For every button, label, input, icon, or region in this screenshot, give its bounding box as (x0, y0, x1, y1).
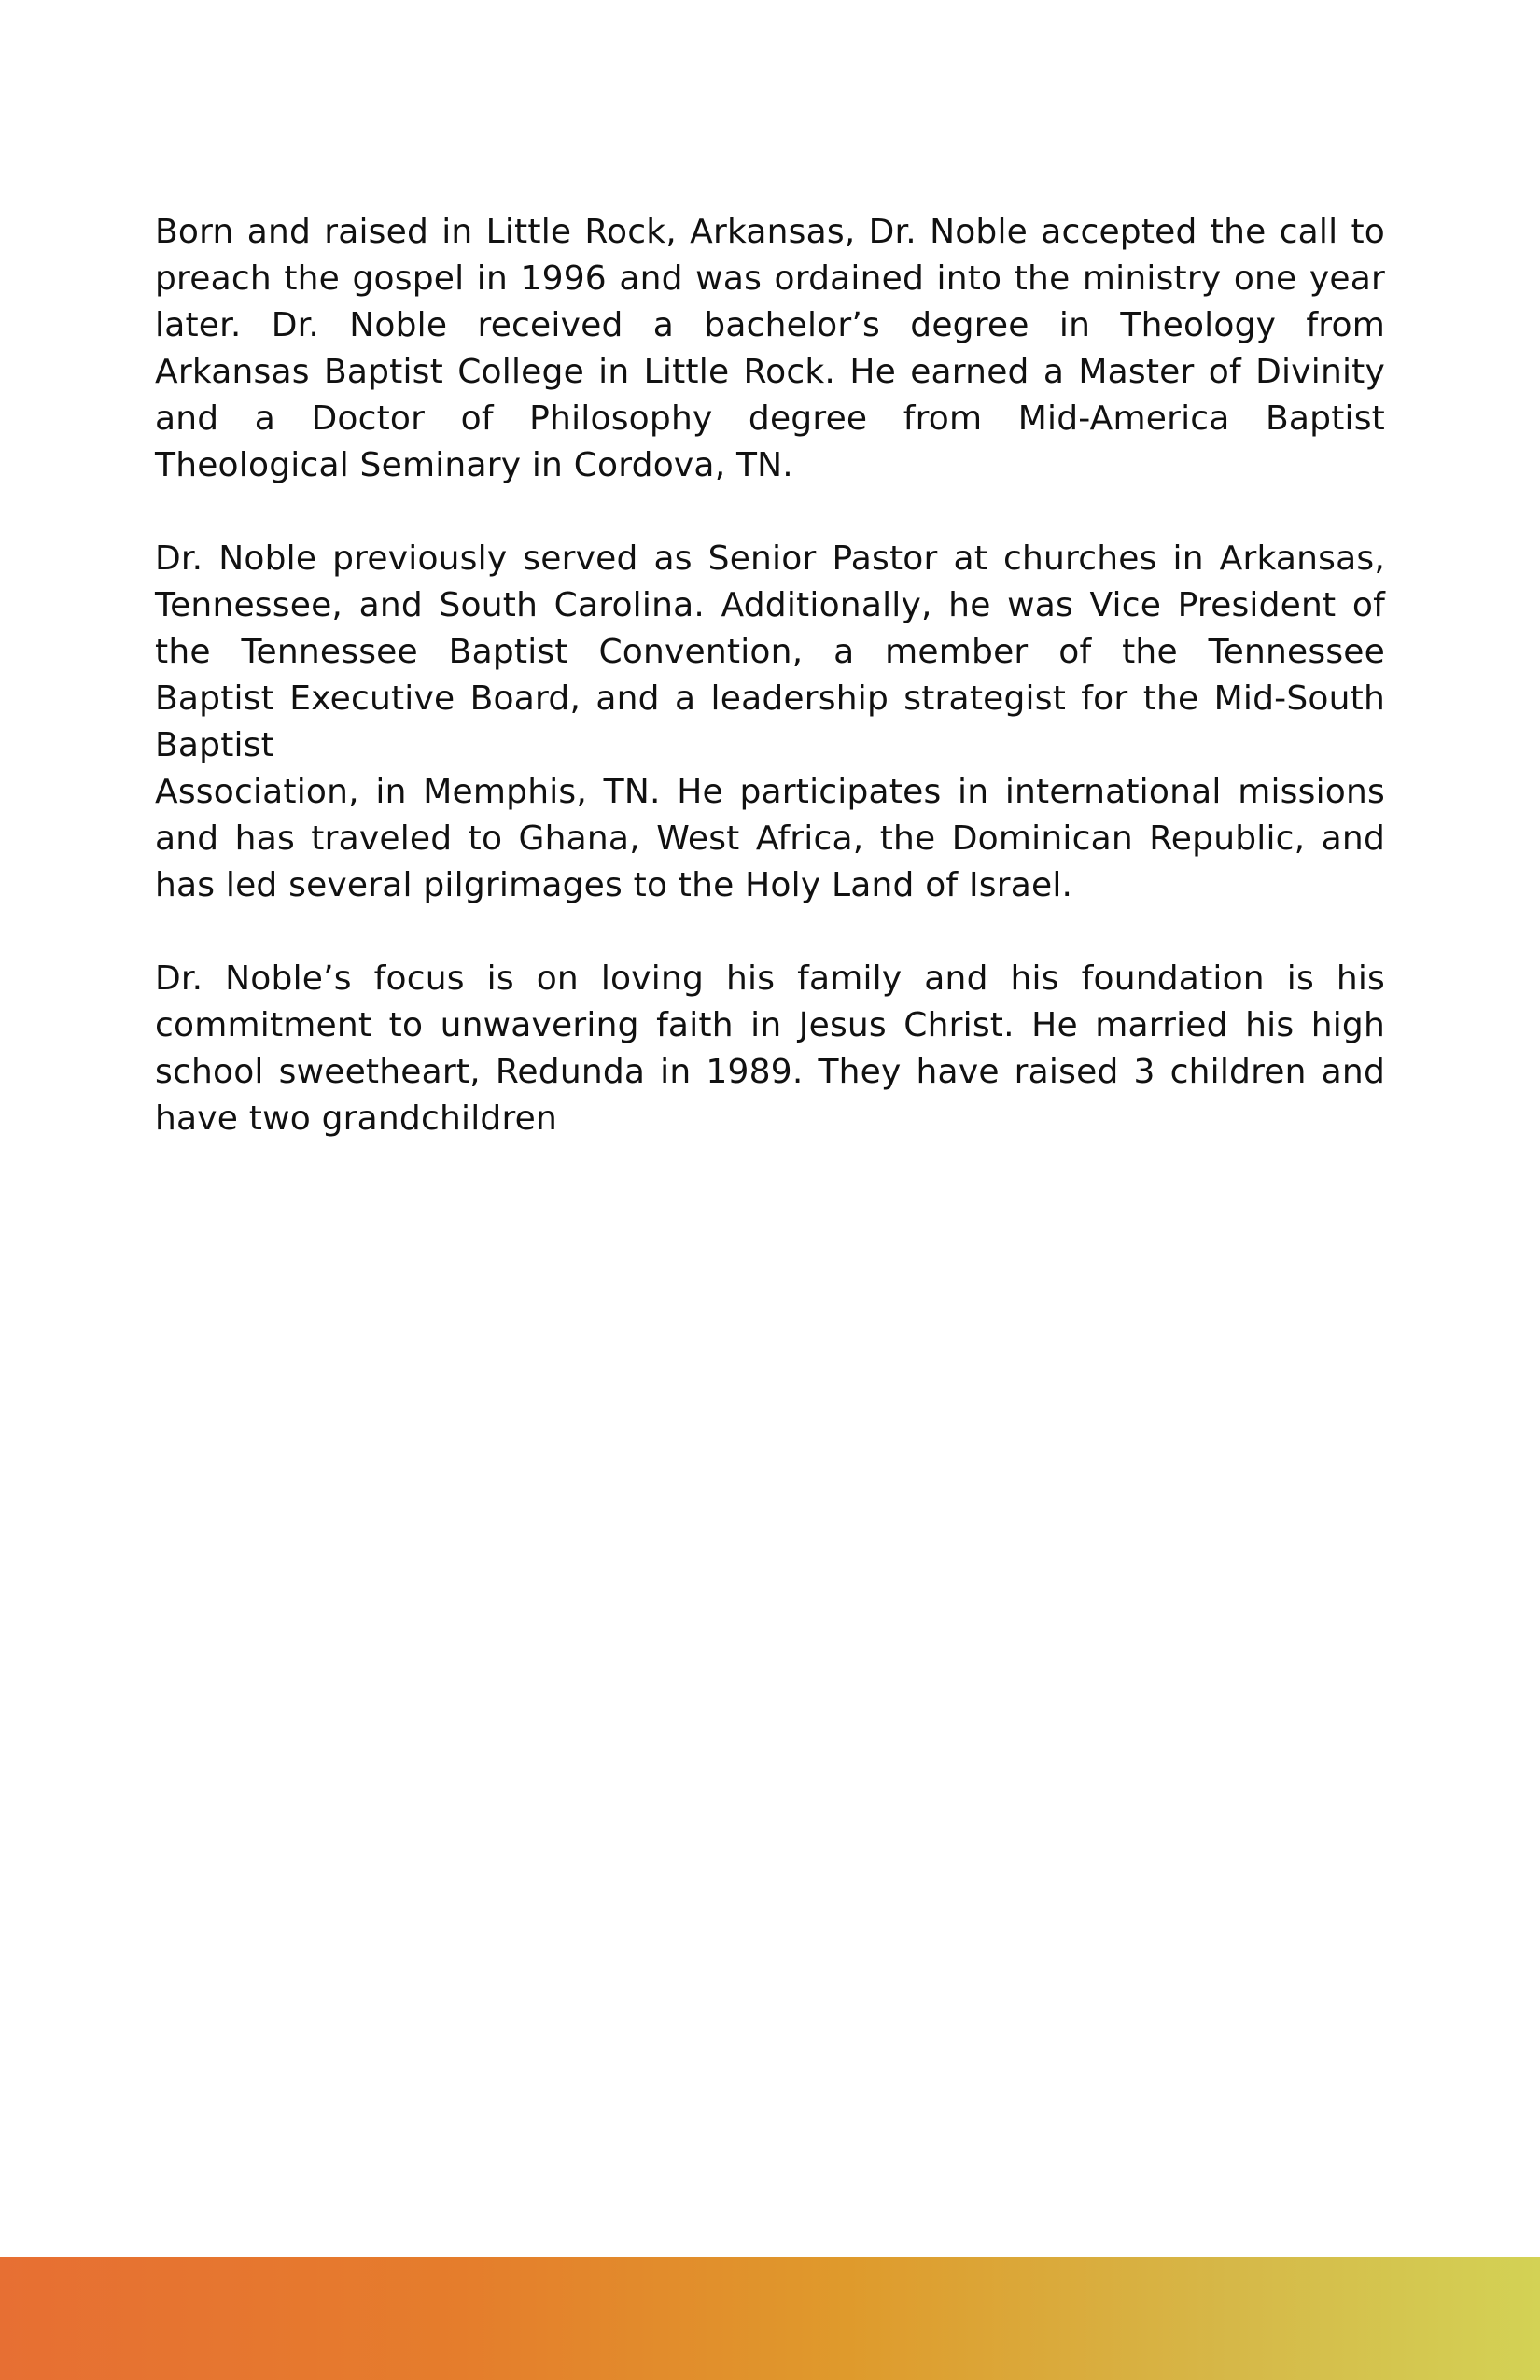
text-line: commitment to unwavering faith in Jesus Christ. He married his high (155, 1006, 1385, 1044)
paragraph-service (155, 536, 1385, 909)
text-line: the Tennessee Baptist Convention, a member of the Tennessee (155, 633, 1385, 671)
text-line: preach the gospel in 1996 and was ordained into the ministry one year (155, 259, 1385, 298)
text-line: has led several pilgrimages to the Holy Land of Israel. (155, 866, 1073, 904)
text-line: Born and raised in Little Rock, Arkansas, Dr. Noble accepted the call to (155, 213, 1385, 251)
text-line: Dr. Noble previously served as Senior Pastor at churches in Arkansas, (155, 539, 1385, 578)
text-line: Tennessee, and South Carolina. Additionally, he was Vice President of (155, 586, 1385, 624)
text-line: have two grandchildren (155, 1099, 558, 1138)
biography-text (155, 209, 1385, 1189)
text-line: Theological Seminary in Cordova, TN. (155, 446, 793, 484)
text-line: and has traveled to Ghana, West Africa, the Dominican Republic, and (155, 819, 1385, 858)
text-line: Association, in Memphis, TN. He participates in international missions (155, 773, 1385, 811)
text-line: Baptist (155, 726, 274, 764)
text-line: Dr. Noble’s focus is on loving his family and his foundation is his (155, 959, 1385, 998)
text-line: later. Dr. Noble received a bachelor’s degree in Theology from (155, 306, 1385, 344)
text-line: and a Doctor of Philosophy degree from Mid-America Baptist (155, 399, 1385, 438)
text-line: Baptist Executive Board, and a leadership strategist for the Mid-South (155, 679, 1385, 718)
paragraph-education (155, 209, 1385, 489)
footer-gradient-band (0, 2257, 1540, 2380)
text-line: Arkansas Baptist College in Little Rock. He earned a Master of Divinity (155, 353, 1385, 391)
paragraph-family (155, 956, 1385, 1142)
text-line: school sweetheart, Redunda in 1989. They have raised 3 children and (155, 1053, 1385, 1091)
